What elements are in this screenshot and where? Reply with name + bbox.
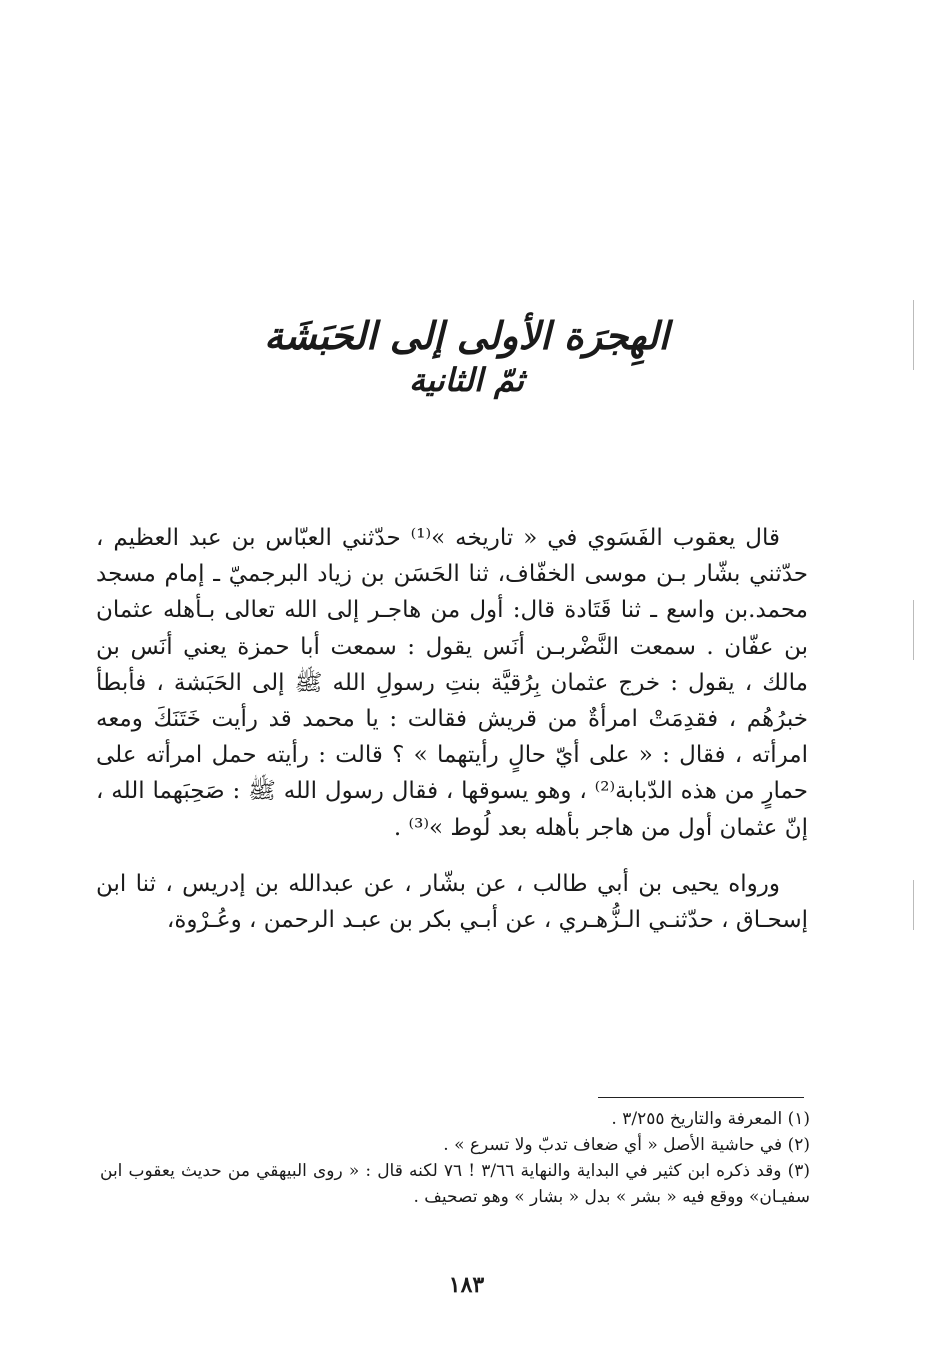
- chapter-title-main: الهِجرَة الأولى إلى الحَبَشَة: [264, 313, 669, 358]
- footnote-divider: [598, 1097, 804, 1098]
- scan-margin-mark: [913, 880, 914, 930]
- paragraph-2: ورواه يحيى بن أبي طالب ، عن بشّار ، عن عبدالله بن إدريس ، ثنا ابن إسحـاق ، حدّثنـي الـزُّهـري ، عن أبـي بكر بن عبـد الرحمن ، وعُـرْوة،: [96, 870, 808, 934]
- page-number: ١٨٣: [448, 1272, 485, 1298]
- footnote-3: (٣) وقد ذكره ابن كثير في البداية والنهاية ٣/٦٦ ! ٧٦ لكنه قال : « روى البيهقي من حديث يعقوب ابن سفيـان» ووقع فيه « بشر » بدل « بشار » وهو تصحيف .: [100, 1161, 811, 1207]
- paragraph-1: قال يعقوب الفَسَوي في « تاريخه »⁽¹⁾ حدّثني العبّاس بن عبد العظيم ، حدّثني بشّار بـن موسى الخفّاف، ثنا الحَسَن بن زياد البرجميّ ـ إمام مسجد محمد.بن واسع ـ ثنا قَتَادة قال: أول من هاجـر إلى الله تعالى بـأهله عثمان بن عفّان . سمعت النَّضْربـن أنَس يقول : سمعت أبا حمزة يعني أنَس بن مالك ، يقول : خرج عثمان بِرُقيَّة بنتِ رسولِ الله ﷺ إلى الحَبَشة ، فأبطأ خبرُهُم ، فقدِمَتْ امرأةٌ من قريش فقالت : يا محمد قد رأيت خَتَنَكَ ومعه امرأته ، فقال : « على أيّ حالٍ رأيتهما » ؟ قالت : رأيته حمل امرأته على حمارٍ من هذه الدّبابة⁽²⁾ ، وهو يسوقها ، فقال رسول الله ﷺ : صَحِبَهما الله ، إنّ عثمان أول من هاجر بأهله بعد لُوط »⁽³⁾ .: [96, 525, 809, 841]
- footnote-2: (٢) في حاشية الأصل « أي ضعاف تدبّ ولا تسرع » .: [443, 1135, 810, 1155]
- body-text: [96, 520, 808, 938]
- chapter-title: [0, 312, 933, 400]
- chapter-title-sub: ثمّ الثانية: [408, 361, 525, 399]
- footnotes: [100, 1106, 810, 1210]
- footnote-1: (١) المعرفة والتاريخ ٣/٢٥٥ .: [611, 1109, 810, 1129]
- scan-margin-mark: [913, 600, 914, 660]
- scan-margin-mark: [913, 300, 914, 370]
